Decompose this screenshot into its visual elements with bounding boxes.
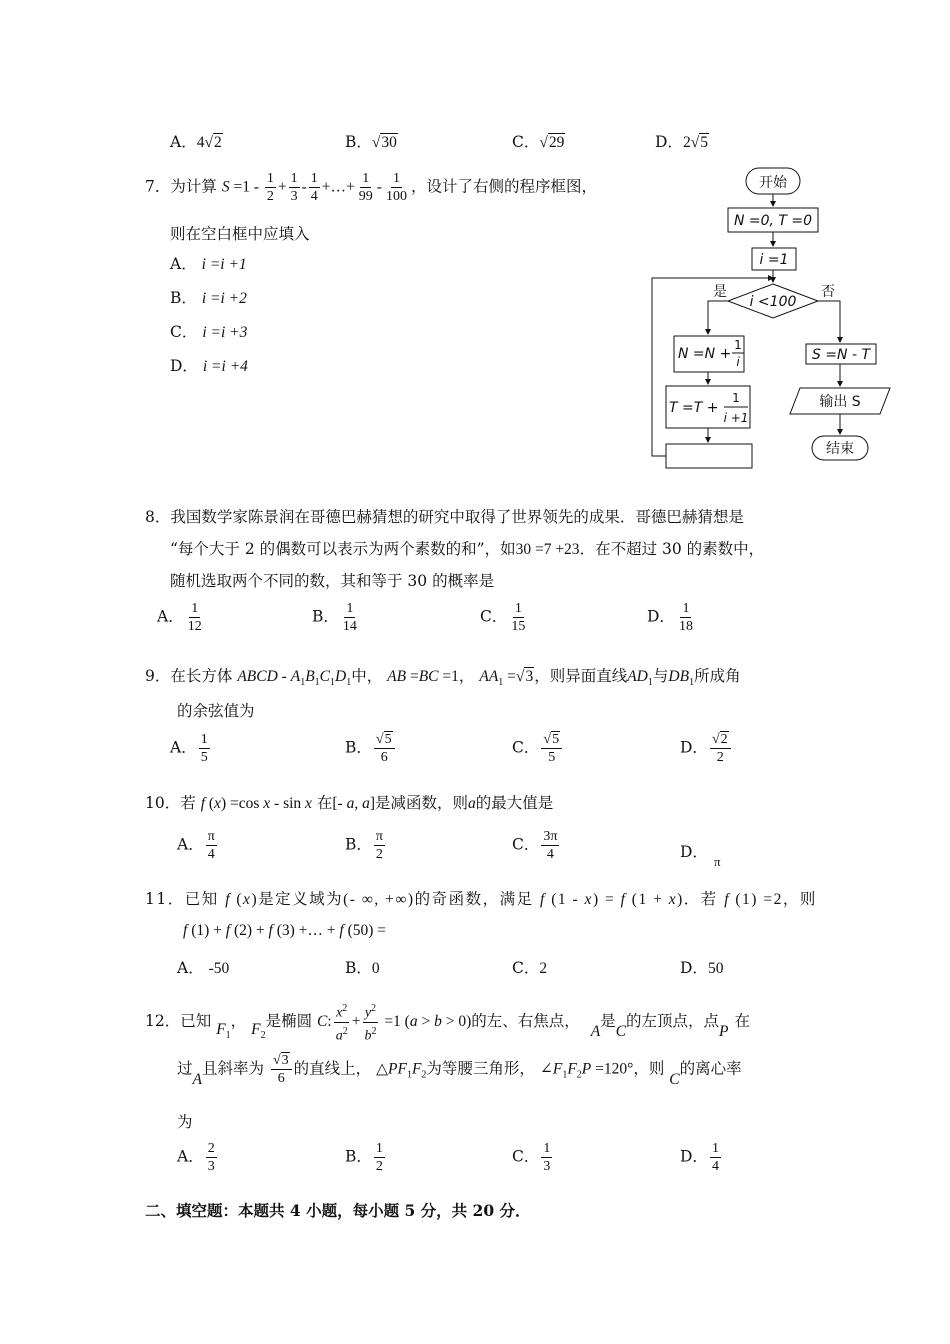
q9-option-a: A． $\frac{1}{5}$	[170, 732, 208, 765]
flow-init-label: N =0, T =0	[733, 213, 813, 229]
q7-option-b: B． i =i +2	[170, 289, 247, 307]
q8-option-d: D． $\frac{1}{18}$	[647, 601, 693, 634]
q8-option-b: B． $\frac{1}{14}$	[312, 601, 357, 634]
q11-option-a: A． -50	[177, 959, 230, 977]
flow-n-update-label: N =N +	[678, 346, 732, 362]
flow-no-label: 否	[821, 284, 835, 300]
flow-s-label: S =N - T	[811, 347, 871, 363]
flow-start-label: 开始	[759, 175, 787, 191]
q7-stem-line2: 则在空白框中应填入	[170, 225, 310, 243]
q7-option-c: C． i =i +3	[170, 323, 248, 341]
q6-option-c: C．√29	[512, 133, 565, 151]
q11-stem-line2: f (1) + f (2) + f (3) +… + f (50) =	[183, 922, 387, 939]
q11-option-c: C．2	[512, 959, 548, 977]
flow-yes-label: 是	[713, 284, 727, 300]
flow-i1-label: i =1	[759, 252, 789, 268]
q10-option-b: B． $\frac{\pi}{2}$	[345, 829, 383, 862]
svg-text:1: 1	[734, 338, 742, 352]
q10-option-d: D．$_\pi$	[680, 843, 721, 869]
q12-option-a: A． $\frac{2}{3}$	[177, 1141, 215, 1174]
q8-option-c: C． $\frac{1}{15}$	[480, 601, 526, 634]
svg-text:i +1: i +1	[723, 411, 749, 425]
flow-condition-label: i <100	[749, 294, 797, 310]
flow-output-label: 输出 S	[819, 394, 861, 410]
q7-option-d: D． i =i +4	[170, 357, 248, 375]
svg-text:i: i	[736, 355, 740, 369]
q9-option-c: C． $\frac{√5}{5}$	[512, 731, 564, 766]
q12-stem-line2: 过A且斜率为 $\frac{√3}{6}$ 的直线上， $\triangle PF_1F_2$为等腰三角形， $\angle F_1F_2P =120^\circ$，则 C的离心率	[177, 1053, 742, 1088]
q9-stem-line2: 的余弦值为	[177, 702, 255, 720]
q8-stem-line1: 8．我国数学家陈景润在哥德巴赫猜想的研究中取得了世界领先的成果．哥德巴赫猜想是	[145, 508, 744, 526]
q7-option-a: A． i =i +1	[170, 255, 247, 273]
q10-option-c: C． $\frac{3\pi}{4}$	[512, 829, 558, 862]
q6-option-b: B．√30	[345, 133, 397, 151]
q6-option-d: D．2√5	[655, 133, 708, 151]
q8-option-a: A． $\frac{1}{12}$	[157, 601, 202, 634]
q12-stem-line3: 为	[177, 1113, 193, 1131]
q10-stem: 10．若 f (x) =cos x - sin x 在[- a, a]是减函数，则a的最大值是	[145, 794, 554, 812]
q9-stem-line1: 9．在长方体 ABCD - $A_1B_1C_1D_1$中， AB =BC =1， $AA_1 =√3$，则异面直线$AD_1$与$DB_1$所成角	[145, 667, 741, 689]
q12-option-d: D． $\frac{1}{4}$	[680, 1141, 719, 1174]
q10-option-a: A． $\frac{\pi}{4}$	[177, 829, 215, 862]
q9-option-b: B． $\frac{√5}{6}$	[345, 731, 397, 766]
flow-t-update-label: T =T +	[669, 400, 719, 416]
q12-option-c: C． $\frac{1}{3}$	[512, 1141, 551, 1174]
flow-blank-box	[666, 444, 752, 468]
q9-option-d: D． $\frac{√2}{2}$	[680, 731, 733, 766]
section-2-heading: 二、填空题：本题共 4 小题，每小题 5 分，共 20 分．	[145, 1201, 531, 1220]
q12-option-b: B． $\frac{1}{2}$	[345, 1141, 383, 1174]
q6-option-a: A．4√2	[170, 133, 222, 151]
flow-end-label: 结束	[826, 441, 854, 457]
q11-stem-line1: 11．已知 f (x)是定义域为(- ∞, +∞)的奇函数，满足 f (1 - x) = f (1 + x)．若 f (1) =2，则	[145, 890, 817, 908]
q8-stem-line2: “每个大于 2 的偶数可以表示为两个素数的和”，如30 =7 +23．在不超过 30 的素数中，	[170, 540, 765, 558]
svg-text:1: 1	[732, 391, 740, 405]
q8-stem-line3: 随机选取两个不同的数，其和等于 30 的概率是	[170, 572, 495, 590]
q11-option-d: D．50	[680, 959, 724, 977]
flowchart	[640, 160, 910, 480]
q7-stem: 7．为计算 S =1 - $\frac{1}{2}$ + $\frac{1}{3}$ - $\frac{1}{4}$ +…+ $\frac{1}{99}$ - $\frac{1}{100}$ ，设计了右侧的程序框图，	[145, 171, 597, 204]
q12-stem-line1: 12．已知 $F_1$， $F_2$是椭圆 C: $\frac{x^2}{a^2}$ + $\frac{y^2}{b^2}$ =1 (a > b > 0)的左、右焦点， A是C的左顶点，点P在	[145, 1000, 750, 1044]
q11-option-b: B．0	[345, 959, 380, 977]
